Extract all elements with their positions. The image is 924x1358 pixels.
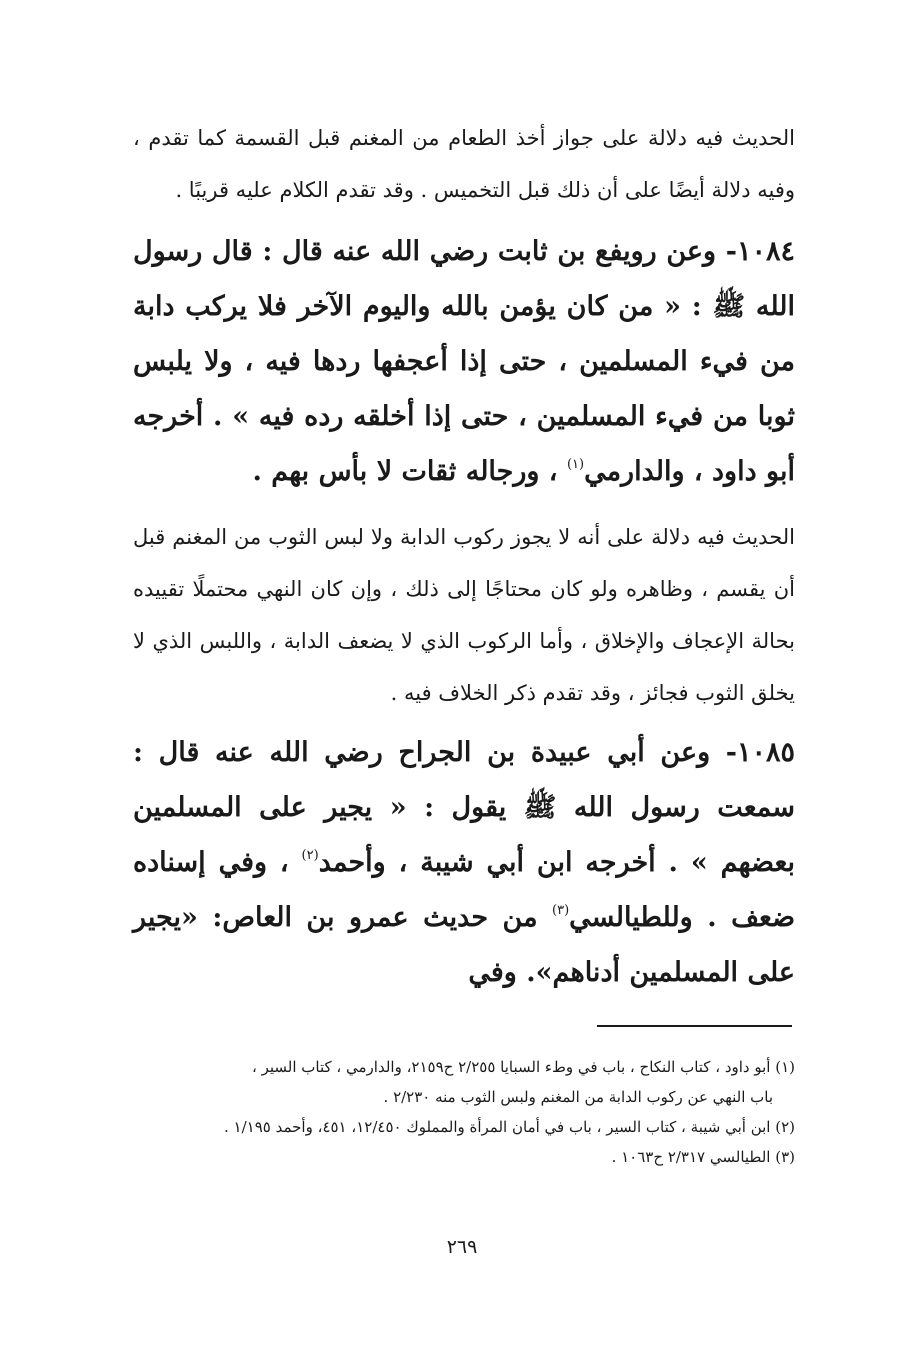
page-number: ٢٦٩ bbox=[446, 1236, 478, 1258]
footnote-ref-2[interactable]: (٢) bbox=[301, 848, 319, 863]
commentary-text: الحديث فيه دلالة على أنه لا يجوز ركوب الدابة ولا لبس الثوب من المغنم قبل أن يقسم ، وظاهره ولو كان محتاجًا إلى ذلك ، وإن كان النهي محتملًا تقييده بحالة الإعجاف والإخلاق ، وأما الركوب الذي لا يضعف الدابة ، واللبس الذي لا يخلق الثوب فجائز ، وقد تقدم ذكر الخلاف فيه . bbox=[133, 525, 795, 705]
commentary-paragraph bbox=[133, 112, 795, 216]
footnotes bbox=[133, 1052, 795, 1172]
hadith-text: ، ورجاله ثقات لا بأس بهم . bbox=[252, 456, 567, 487]
hadith-text: من حديث عمرو بن العاص: «يجير على المسلمين أدناهم». وفي bbox=[133, 902, 795, 988]
hadith-text: ، وفي إسناده ضعف . وللطيالسي bbox=[133, 847, 795, 933]
footnote-ref-1[interactable]: (١) bbox=[566, 457, 585, 472]
commentary-text: الحديث فيه دلالة على جواز أخذ الطعام من المغنم قبل القسمة كما تقدم ، وفيه دلالة أيضًا على أن ذلك قبل التخميس . وقد تقدم الكلام عليه قريبًا . bbox=[133, 126, 795, 202]
footnote-3: (٣) الطيالسي ٢/٣١٧ ح١٠٦٣ . bbox=[611, 1148, 795, 1166]
hadith-1085 bbox=[133, 725, 795, 1000]
hadith-text: ١٠٨٥- وعن أبي عبيدة بن الجراح رضي الله عنه قال : سمعت رسول الله ﷺ يقول : « يجير على المسلمين بعضهم » . أخرجه ابن أبي شيبة ، وأحمد bbox=[133, 737, 795, 878]
hadith-text: ١٠٨٤- وعن رويفع بن ثابت رضي الله عنه قال : قال رسول الله ﷺ : « من كان يؤمن بالله واليوم الآخر فلا يركب دابة من فيء المسلمين ، حتى إذا أعجفها ردها فيه ، ولا يلبس ثوبا من فيء المسلمين ، حتى إذا أخلقه رده فيه » . أخرجه أبو داود ، والدارمي bbox=[133, 236, 795, 487]
footnote-separator bbox=[597, 1025, 792, 1027]
footnote-1: (١) أبو داود ، كتاب النكاح ، باب في وطء السبايا ٢/٢٥٥ ح٢١٥٩، والدارمي ، كتاب السير ، bbox=[251, 1058, 795, 1076]
footnote-2: (٢) ابن أبي شيبة ، كتاب السير ، باب في أمان المرأة والمملوك ١٢/٤٥٠، ٤٥١، وأحمد ١/١٩٥ . bbox=[224, 1118, 795, 1136]
footnote-ref-3[interactable]: (٣) bbox=[552, 903, 570, 918]
hadith-1084 bbox=[133, 224, 795, 499]
footnote-1-continuation: باب النهي عن ركوب الدابة من المغنم ولبس الثوب منه ٢/٢٣٠ . bbox=[383, 1088, 773, 1106]
page-body bbox=[133, 112, 795, 1000]
commentary-paragraph bbox=[133, 511, 795, 719]
